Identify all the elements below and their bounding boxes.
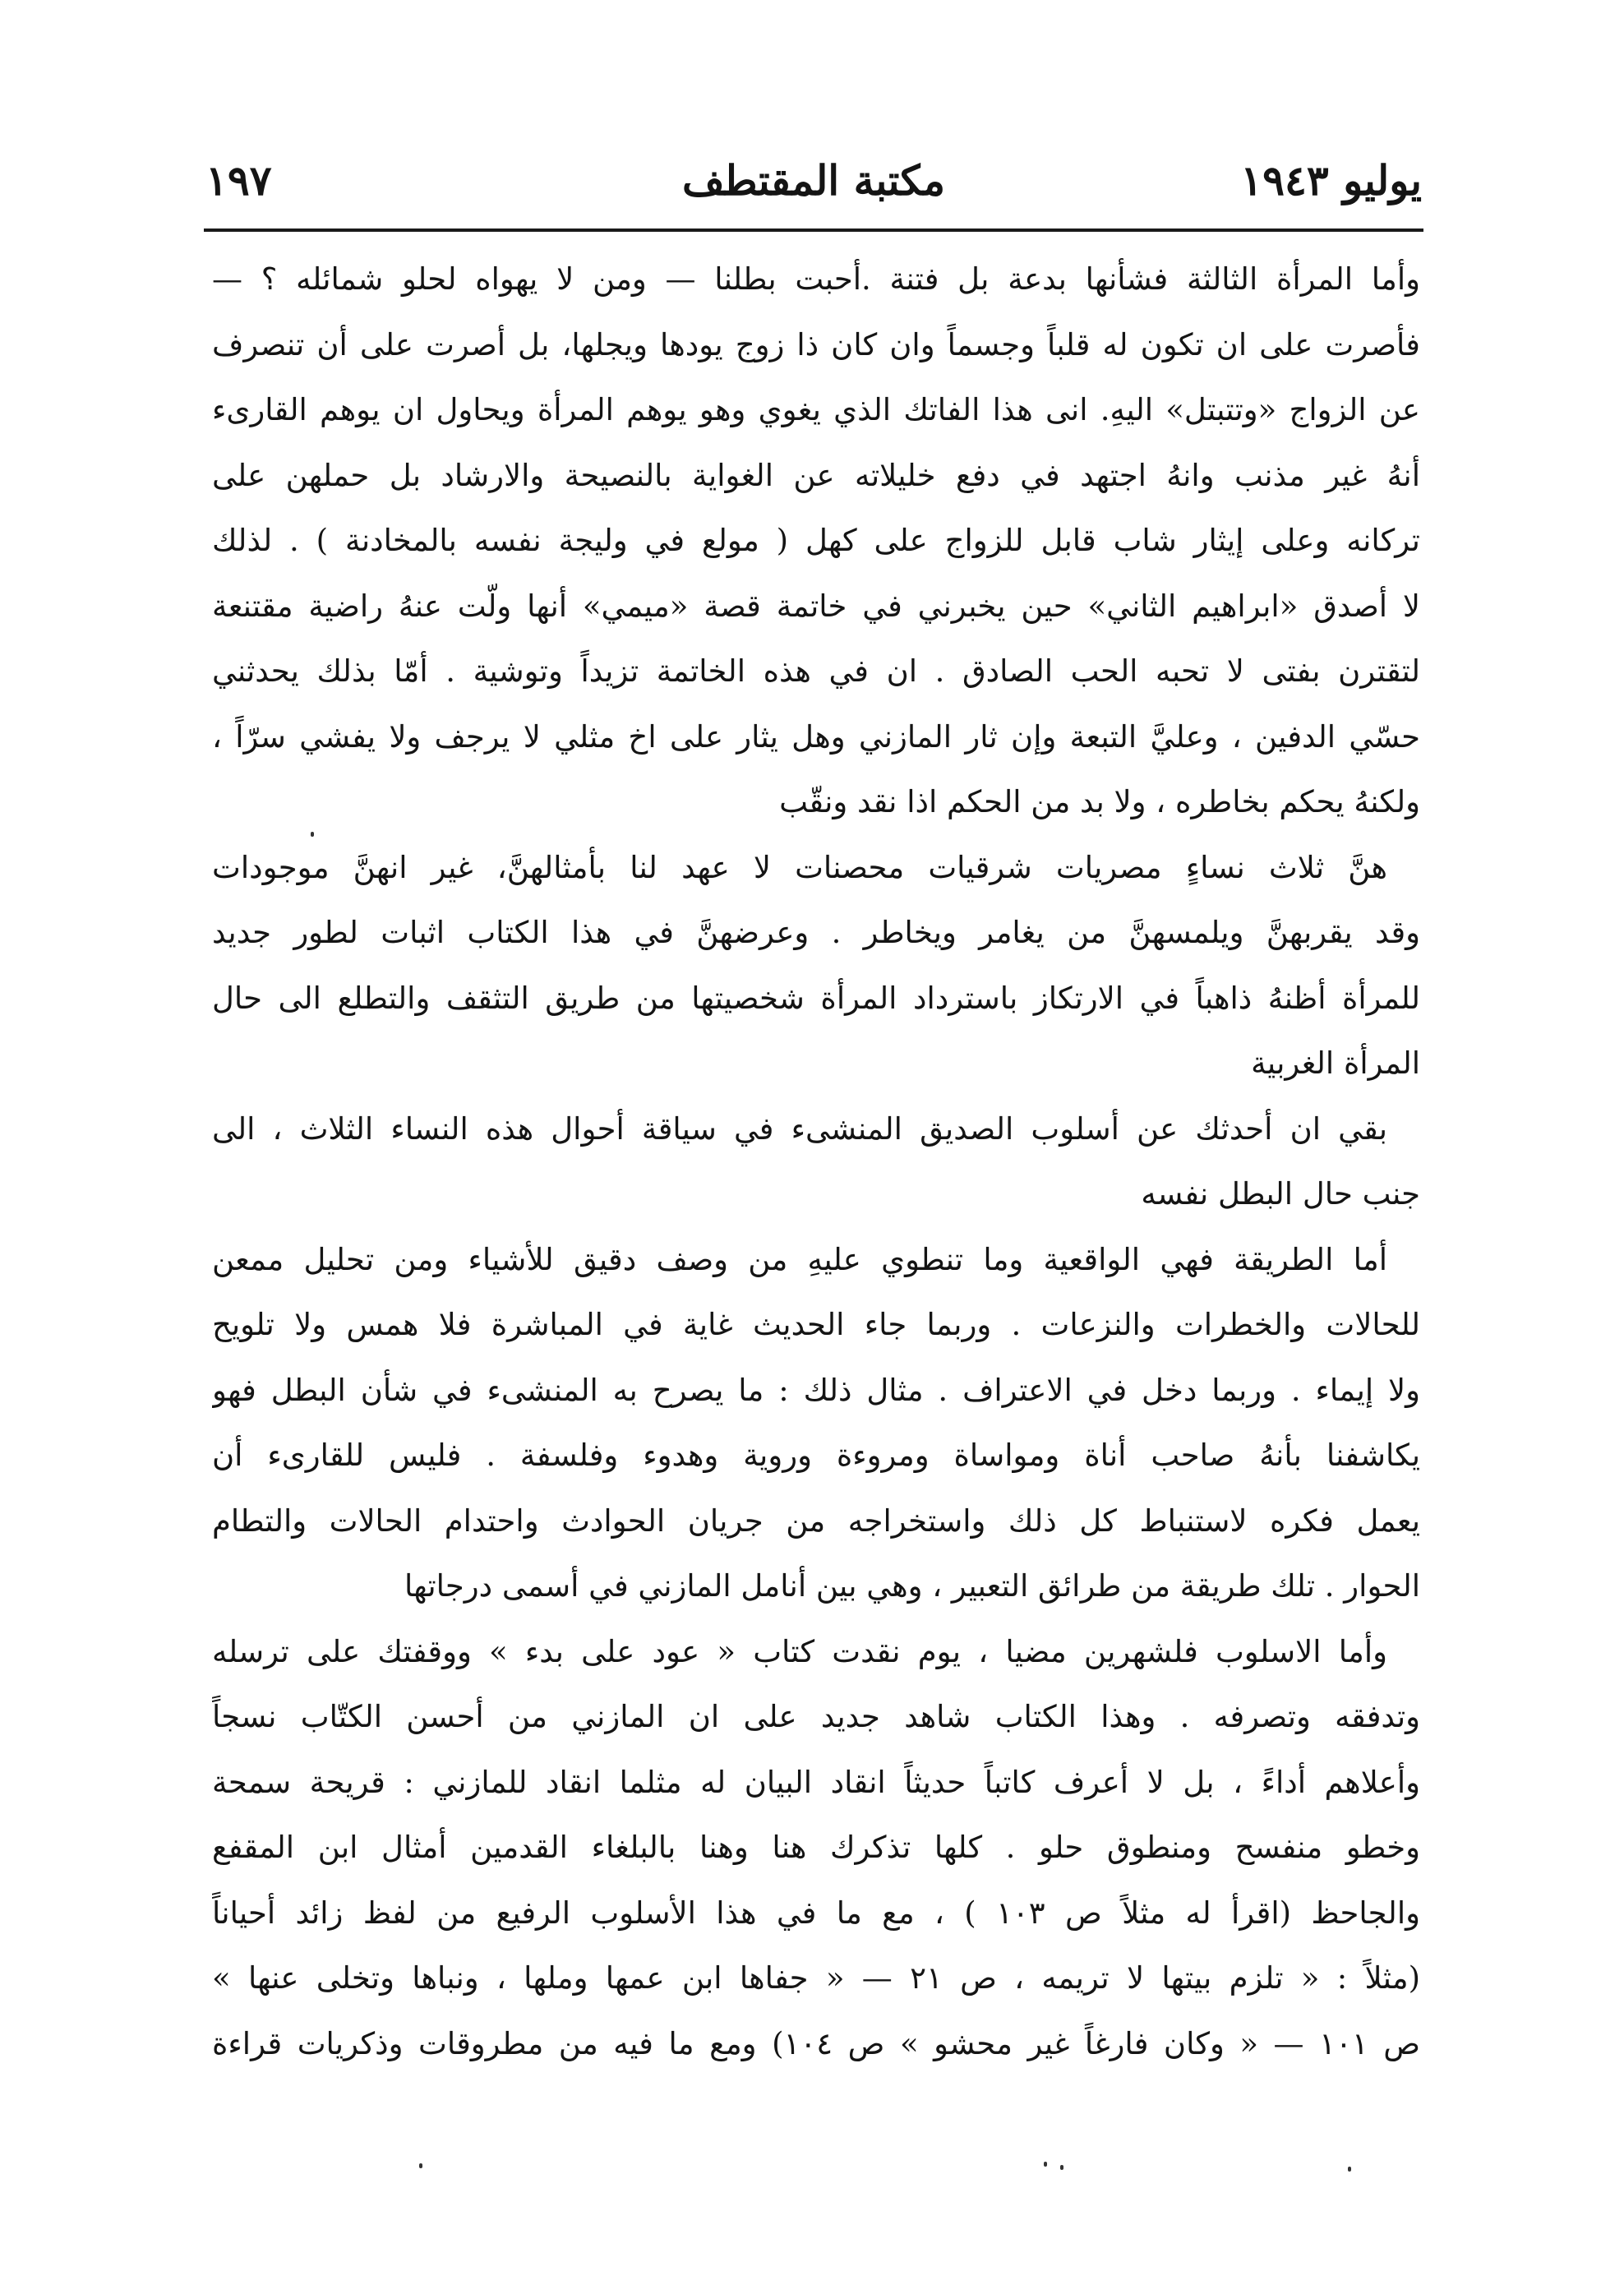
text-line: ولا إيماء . وربما دخل في الاعتراف . مثال ذلك : ما يصرح به المنشىء في شأن البطل فهو bbox=[212, 1372, 1420, 1408]
page-number: ١٩٧ bbox=[205, 156, 272, 205]
text-line: وتدفقه وتصرفه . وهذا الكتاب شاهد جديد على ان المازني من أحسن الكتّاب نسجاً bbox=[212, 1699, 1420, 1734]
text-line: أنهُ غير مذنب وانهُ اجتهد في دفع خليلاته عن الغواية بالنصيحة والارشاد بل حملهن على bbox=[212, 457, 1420, 493]
text-line: للحالات والخطرات والنزعات . وربما جاء الحديث غاية في المباشرة فلا همس ولا تلويح bbox=[212, 1307, 1420, 1342]
text-line: بقي ان أحدثك عن أسلوب الصديق المنشىء في سياقة أحوال هذه النساء الثلاث ، الى bbox=[212, 1110, 1387, 1147]
text-line: يعمل فكره لاستنباط كل ذلك واستخراجه من جريان الحوادث واحتدام الحالات والتطام bbox=[212, 1502, 1420, 1539]
text-line: لا أصدق «ابراهيم الثاني» حين يخبرني في خاتمة قصة «ميمي» أنها ولّت عنهُ راضية مقتنعة bbox=[212, 588, 1420, 624]
text-line: يكاشفنا بأنهُ صاحب أناة ومواساة ومروءة وروية وهدوء وفلسفة . فليس للقارىء أن bbox=[212, 1438, 1420, 1473]
text-line: وأما الاسلوب فلشهرين مضيا ، يوم نقدت كتاب « عود على بدء » ووقفتك على ترسله bbox=[212, 1633, 1387, 1669]
scan-speck bbox=[419, 2163, 422, 2168]
scan-speck bbox=[311, 832, 314, 837]
text-line: الحوار . تلك طريقة من طرائق التعبير ، وهي بين أنامل المازني في أسمى درجاتها bbox=[404, 1568, 1420, 1604]
header-date: يوليو ١٩٤٣ bbox=[1240, 156, 1422, 205]
running-header bbox=[205, 148, 1422, 214]
text-line: هنَّ ثلاث نساءٍ مصريات شرقيات محصنات لا عهد لنا بأمثالهنَّ، غير انهنَّ موجودات bbox=[212, 849, 1387, 885]
scan-speck bbox=[1348, 2167, 1351, 2172]
header-rule bbox=[204, 228, 1423, 232]
text-line: وأما المرأة الثالثة فشأنها بدعة بل فتنة .أحبت بطلنا — ومن لا يهواه لحلو شمائله ؟ — bbox=[212, 261, 1420, 297]
paragraph-3 bbox=[212, 1096, 1420, 1227]
text-line: حسّي الدفين ، وعليَّ التبعة وإن ثار المازني وهل يثار على اخ مثلي لا يرجف ولا يفشي سرّاً ، bbox=[212, 718, 1420, 755]
scan-speck bbox=[1044, 2162, 1047, 2167]
text-line: أما الطريقة فهي الواقعية وما تنطوي عليهِ من وصف دقيق للأشياء ومن تحليل ممعن bbox=[212, 1241, 1387, 1277]
text-line: جنب حال البطل نفسه bbox=[1141, 1176, 1420, 1212]
text-line: وقد يقربهنَّ ويلمسهنَّ من يغامر ويخاطر . وعرضهنَّ في هذا الكتاب اثبات لطور جديد bbox=[212, 915, 1420, 950]
text-line: المرأة الغربية bbox=[1251, 1045, 1420, 1081]
text-line: فأصرت على ان تكون له قلباً وجسماً وان كان ذا زوج يودها ويجلها، بل أصرت على أن تنصرف bbox=[212, 326, 1420, 362]
paragraph-4 bbox=[212, 1227, 1420, 1619]
scan-speck bbox=[1060, 2165, 1063, 2170]
text-line: (مثلاً : « تلزم بيتها لا تريمه ، ص ٢١ — « جفاها ابن عمها وملها ، ونباها وتخلى عنها » bbox=[212, 1960, 1420, 1996]
text-line: والجاحظ (اقرأ له مثلاً ص ١٠٣ ) ، مع ما في هذا الأسلوب الرفيع من لفظ زائد أحياناً bbox=[212, 1895, 1420, 1931]
article-body bbox=[212, 247, 1420, 2076]
text-line: وأعلاهم أداءً ، بل لا أعرف كاتباً حديثاً انقاد البيان له مثلما انقاد للمازني : قريحة سمحة bbox=[212, 1764, 1420, 1800]
paragraph-5 bbox=[212, 1619, 1420, 2077]
paragraph-1 bbox=[212, 247, 1420, 835]
text-line: للمرأة أظنهُ ذاهباً في الارتكاز باسترداد المرأة شخصيتها من طريق التثقف والتطلع الى حال bbox=[212, 980, 1420, 1016]
text-line: ص ١٠١ — « وكان فارغاً غير محشو » ص ١٠٤) ومع ما فيه من مطروقات وذكريات قراءة bbox=[212, 2025, 1420, 2061]
text-line: تركانه وعلى إيثار شاب قابل للزواج على كهل ( مولع في وليجة نفسه بالمخادنة ) . لذلك bbox=[212, 523, 1420, 558]
text-line: ولكنهُ يحكم بخاطره ، ولا بد من الحكم اذا نقد ونقّب bbox=[779, 784, 1420, 819]
header-title: مكتبة المقتطف bbox=[682, 156, 945, 205]
text-line: لتقترن بفتى لا تحبه الحب الصادق . ان في هذه الخاتمة تزيداً وتوشية . أمّا بذلك يحدثني bbox=[212, 653, 1420, 689]
text-line: عن الزواج «وتتبتل» اليهِ. انى هذا الفاتك الذي يغوي وهو يوهم المرأة ويحاول ان يوهم القارىء bbox=[212, 392, 1420, 427]
text-line: وخطو منفسح ومنطوق حلو . كلها تذكرك هنا وهنا بالبلغاء القدمين أمثال ابن المقفع bbox=[212, 1830, 1420, 1865]
paragraph-2 bbox=[212, 835, 1420, 1096]
